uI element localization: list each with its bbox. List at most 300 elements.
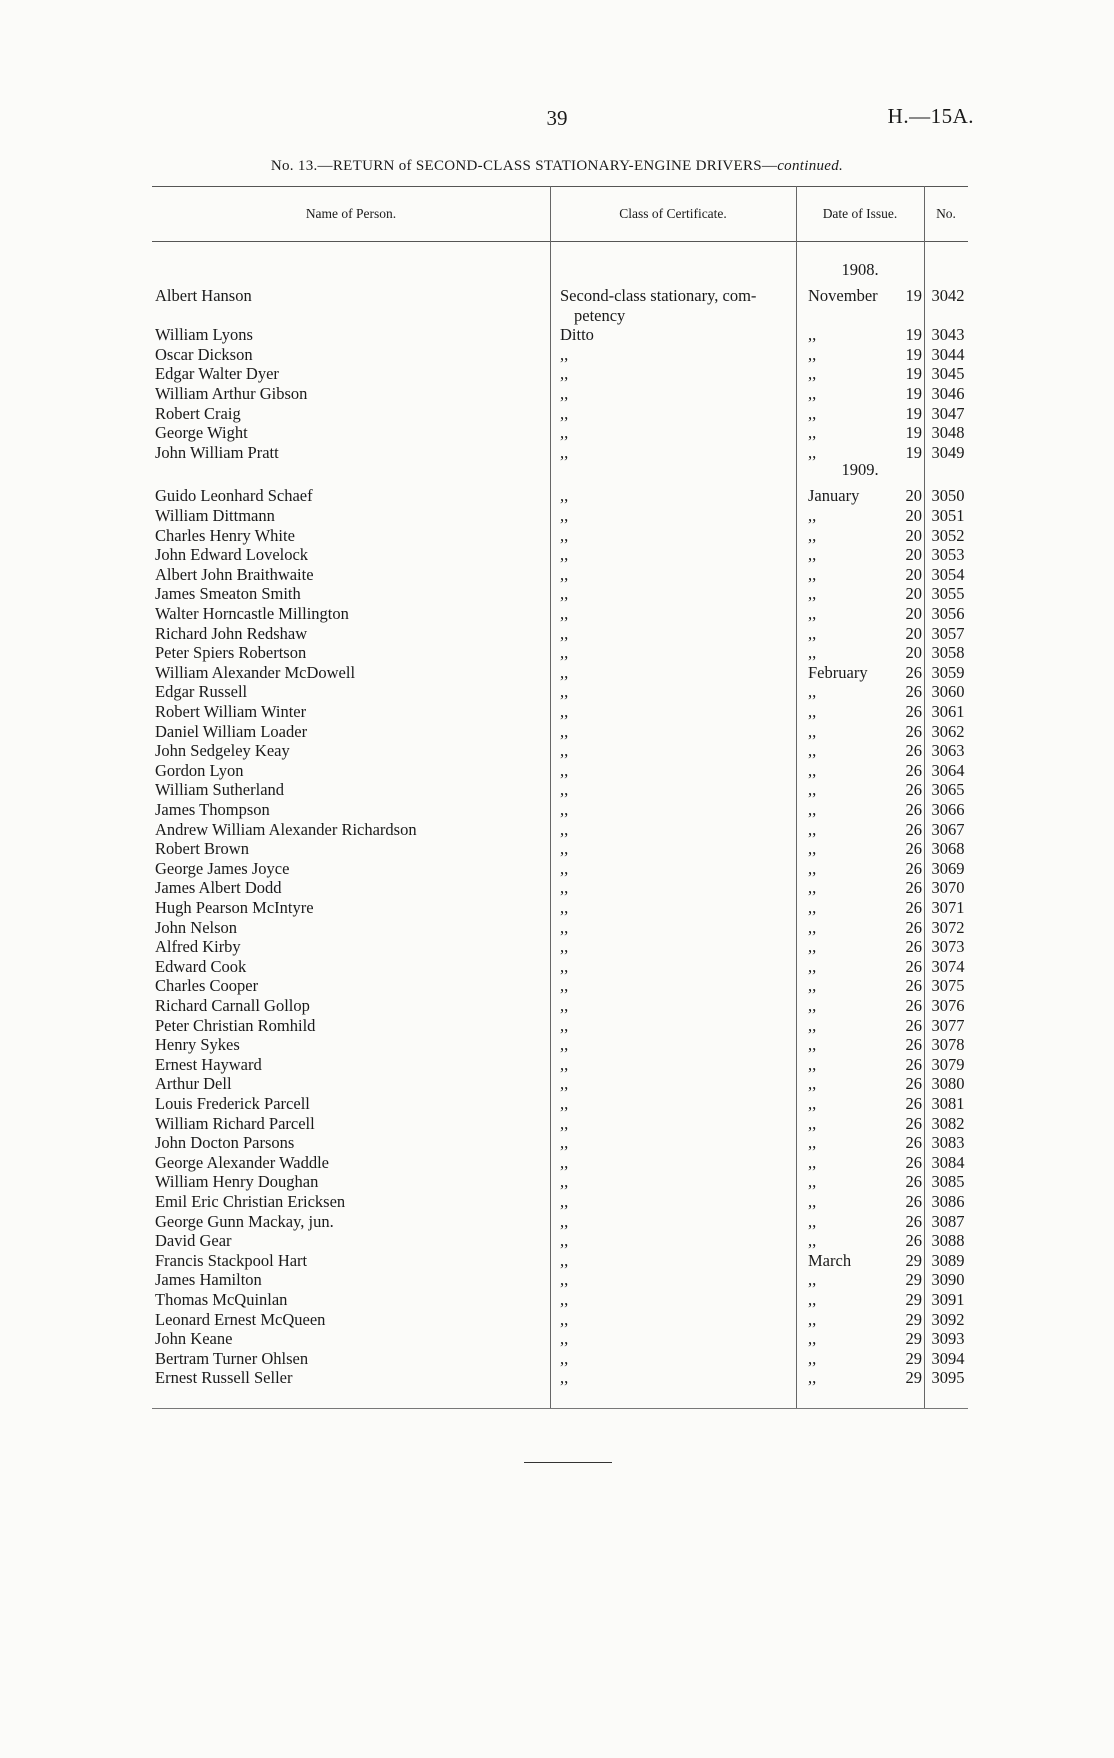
table-row	[152, 761, 968, 781]
issue-month: ,,	[808, 741, 817, 761]
certificate-number: 3087	[931, 1211, 965, 1231]
issue-month: ,,	[808, 917, 817, 937]
table-row	[152, 1074, 968, 1094]
certificate-number: 3082	[931, 1113, 965, 1133]
person-name: Arthur Dell	[155, 1074, 232, 1094]
certificate-class: ,,	[560, 364, 569, 384]
issue-month: ,,	[808, 937, 817, 957]
person-name: Albert Hanson	[155, 286, 252, 305]
certificate-number: 3066	[931, 800, 965, 819]
table-row-continuation	[152, 306, 968, 326]
table-row	[152, 1035, 968, 1055]
person-name: Edgar Russell	[155, 682, 248, 702]
certificate-class: ,,	[560, 1054, 569, 1074]
certificate-number: 3077	[931, 1015, 965, 1035]
certificate-class: ,,	[560, 741, 569, 761]
table-row	[152, 682, 968, 702]
table-row	[152, 937, 968, 957]
person-name: Oscar Dickson	[155, 344, 253, 364]
issue-day: 19	[905, 384, 922, 403]
person-name: George Alexander Waddle	[155, 1152, 329, 1172]
certificate-number: 3071	[931, 898, 965, 917]
table-row	[152, 325, 968, 345]
issue-day: 20	[905, 584, 922, 604]
table-row	[152, 1212, 968, 1232]
person-name: James Smeaton Smith	[155, 584, 301, 604]
issue-month: ,,	[808, 584, 817, 604]
issue-month: ,,	[808, 525, 817, 545]
person-name: Andrew William Alexander Richardson	[155, 819, 417, 839]
table-row	[152, 878, 968, 898]
table-row	[152, 1016, 968, 1036]
certificate-number: 3053	[931, 545, 965, 565]
person-name: Francis Stackpool Hart	[155, 1250, 308, 1270]
certificate-number: 3088	[931, 1231, 965, 1251]
table-title	[0, 158, 1114, 175]
issue-day: 26	[905, 858, 922, 878]
issue-day: 26	[905, 1113, 922, 1133]
table-row	[152, 800, 968, 820]
table-row	[152, 820, 968, 840]
header-class: Class of Certificate.	[619, 206, 727, 221]
certificate-class: ,,	[560, 1290, 569, 1309]
table-row	[152, 643, 968, 663]
certificate-number: 3048	[931, 423, 965, 443]
certificate-number: 3062	[931, 721, 965, 741]
table-row	[152, 1270, 968, 1290]
certificate-number: 3047	[931, 403, 965, 423]
table-row	[152, 702, 968, 722]
certificate-class-continued: petency	[574, 305, 626, 325]
issue-month: ,,	[808, 384, 817, 403]
table-row	[152, 663, 968, 683]
certificate-class: ,,	[560, 384, 569, 403]
person-name: Hugh Pearson McIntyre	[155, 898, 314, 917]
issue-month: ,,	[808, 800, 817, 819]
issue-day: 19	[905, 325, 922, 345]
certificate-class: ,,	[560, 584, 569, 604]
certificate-class: ,,	[560, 604, 569, 623]
certificate-number: 3073	[931, 937, 965, 957]
certificate-class: ,,	[560, 1329, 569, 1349]
certificate-class: ,,	[560, 721, 569, 741]
issue-month: ,,	[808, 682, 817, 702]
issue-month: ,,	[808, 819, 817, 839]
issue-day: 29	[905, 1270, 922, 1290]
person-name: George Wight	[155, 423, 248, 443]
certificate-number: 3081	[931, 1094, 965, 1113]
table-title-main: No. 13.—RETURN of SECOND-CLASS STATIONARY-ENGINE DRIVERS—	[270, 158, 778, 174]
certificate-number: 3051	[931, 506, 965, 525]
table-bottom-rule	[152, 1408, 968, 1409]
certificate-class: ,,	[560, 1211, 569, 1231]
table-row	[152, 1094, 968, 1114]
table-row	[152, 976, 968, 996]
table-row	[152, 364, 968, 384]
table-row	[152, 423, 968, 443]
issue-day: 26	[905, 839, 922, 859]
issue-day: 19	[905, 403, 922, 423]
certificate-class: ,,	[560, 1231, 569, 1251]
person-name: Louis Frederick Parcell	[155, 1094, 310, 1113]
column-divider	[796, 186, 797, 1408]
certificate-class: ,,	[560, 525, 569, 545]
issue-month: ,,	[808, 1270, 817, 1290]
certificate-class: ,,	[560, 800, 569, 819]
issue-day: 26	[905, 741, 922, 761]
issue-month: ,,	[808, 1348, 817, 1368]
certificate-class: ,,	[560, 1074, 569, 1094]
person-name: Ernest Russell Seller	[155, 1368, 293, 1388]
certificate-number: 3054	[931, 564, 965, 584]
certificate-class: ,,	[560, 819, 569, 839]
certificate-number: 3065	[931, 780, 965, 800]
certificate-class: ,,	[560, 1250, 569, 1270]
table-row	[152, 1329, 968, 1349]
issue-month: ,,	[808, 1133, 817, 1153]
certificate-number: 3094	[931, 1348, 965, 1368]
issue-month: ,,	[808, 1094, 817, 1113]
person-name: James Hamilton	[155, 1270, 262, 1290]
issue-month: ,,	[808, 1035, 817, 1055]
table-row	[152, 918, 968, 938]
certificate-class: ,,	[560, 662, 569, 682]
issue-day: 26	[905, 898, 922, 917]
certificate-number: 3095	[931, 1368, 965, 1388]
table-row	[152, 722, 968, 742]
person-name: John Nelson	[155, 917, 238, 937]
issue-month: ,,	[808, 442, 817, 462]
table-row	[152, 545, 968, 565]
issue-day: 29	[905, 1290, 922, 1309]
drivers-table	[152, 186, 968, 1388]
issue-month: ,,	[808, 1368, 817, 1388]
certificate-number: 3084	[931, 1152, 965, 1172]
table-row	[152, 1055, 968, 1075]
table-row	[152, 1153, 968, 1173]
issue-month: ,,	[808, 623, 817, 643]
issue-day: 26	[905, 1015, 922, 1035]
issue-day: 20	[905, 623, 922, 643]
certificate-number: 3072	[931, 917, 965, 937]
table-row	[152, 404, 968, 424]
issue-month: ,,	[808, 956, 817, 976]
issue-day: 26	[905, 878, 922, 898]
person-name: Guido Leonhard Schaef	[155, 486, 313, 506]
issue-month: ,,	[808, 1074, 817, 1094]
header-name: Name of Person.	[305, 206, 397, 221]
certificate-class: ,,	[560, 1348, 569, 1368]
header-date: Date of Issue.	[822, 206, 898, 221]
certificate-class: ,,	[560, 1152, 569, 1172]
table-row	[152, 1251, 968, 1271]
certificate-number: 3046	[931, 384, 965, 403]
certificate-class: ,,	[560, 760, 569, 780]
issue-month: November	[808, 286, 878, 305]
issue-day: 20	[905, 545, 922, 565]
person-name: Peter Christian Romhild	[155, 1015, 316, 1035]
certificate-class: ,,	[560, 1035, 569, 1055]
certificate-class: ,,	[560, 976, 569, 996]
issue-month: ,,	[808, 1015, 817, 1035]
certificate-class: ,,	[560, 917, 569, 937]
issue-month: ,,	[808, 1231, 817, 1251]
issue-day: 19	[905, 286, 922, 305]
issue-day: 29	[905, 1368, 922, 1388]
issue-day: 19	[905, 442, 922, 462]
issue-day: 26	[905, 1152, 922, 1172]
person-name: Charles Henry White	[155, 525, 295, 545]
person-name: William Richard Parcell	[155, 1113, 315, 1133]
person-name: William Henry Doughan	[155, 1172, 319, 1192]
person-name: Gordon Lyon	[155, 760, 244, 780]
person-name: Leonard Ernest McQueen	[155, 1309, 326, 1329]
person-name: James Albert Dodd	[155, 878, 282, 898]
table-row	[152, 780, 968, 800]
table-row	[152, 1368, 968, 1388]
issue-day: 26	[905, 1074, 922, 1094]
column-divider	[550, 186, 551, 1408]
certificate-class: ,,	[560, 344, 569, 364]
certificate-number: 3086	[931, 1192, 965, 1211]
person-name: Bertram Turner Ohlsen	[155, 1348, 309, 1368]
issue-month: ,,	[808, 564, 817, 584]
issue-day: 26	[905, 1094, 922, 1113]
issue-day: 20	[905, 506, 922, 525]
person-name: John Keane	[155, 1329, 233, 1349]
certificate-number: 3085	[931, 1172, 965, 1192]
certificate-number: 3049	[931, 442, 965, 462]
certificate-class: ,,	[560, 1094, 569, 1113]
certificate-number: 3068	[931, 839, 965, 859]
certificate-number: 3064	[931, 760, 965, 780]
person-name: Richard Carnall Gollop	[155, 996, 310, 1015]
table-row	[152, 604, 968, 624]
certificate-number: 3067	[931, 819, 965, 839]
table-row	[152, 584, 968, 604]
certificate-number: 3091	[931, 1290, 965, 1309]
issue-day: 20	[905, 643, 922, 663]
person-name: Alfred Kirby	[155, 937, 241, 957]
person-name: Thomas McQuinlan	[155, 1290, 288, 1309]
certificate-number: 3083	[931, 1133, 965, 1153]
person-name: Emil Eric Christian Ericksen	[155, 1192, 346, 1211]
issue-month: February	[808, 662, 868, 682]
issue-day: 26	[905, 1192, 922, 1211]
issue-day: 19	[905, 344, 922, 364]
person-name: Edgar Walter Dyer	[155, 364, 279, 384]
certificate-number: 3056	[931, 604, 965, 623]
issue-day: 26	[905, 1231, 922, 1251]
person-name: Henry Sykes	[155, 1035, 240, 1055]
table-row	[152, 345, 968, 365]
issue-month: ,,	[808, 898, 817, 917]
certificate-number: 3042	[931, 286, 965, 305]
issue-day: 26	[905, 819, 922, 839]
table-row	[152, 898, 968, 918]
person-name: John William Pratt	[155, 442, 279, 462]
person-name: Peter Spiers Robertson	[155, 643, 307, 663]
certificate-number: 3060	[931, 682, 965, 702]
person-name: William Arthur Gibson	[155, 384, 308, 403]
certificate-number: 3090	[931, 1270, 965, 1290]
issue-month: ,,	[808, 344, 817, 364]
person-name: Robert William Winter	[155, 702, 307, 721]
certificate-class: ,,	[560, 996, 569, 1015]
person-name: John Docton Parsons	[155, 1133, 295, 1153]
issue-day: 20	[905, 604, 922, 623]
person-name: Albert John Braithwaite	[155, 564, 314, 584]
certificate-class: ,,	[560, 1309, 569, 1329]
issue-month: ,,	[808, 1054, 817, 1074]
certificate-class: ,,	[560, 898, 569, 917]
table-row	[152, 384, 968, 404]
certificate-class: ,,	[560, 623, 569, 643]
certificate-number: 3075	[931, 976, 965, 996]
issue-month: ,,	[808, 839, 817, 859]
issue-month: ,,	[808, 996, 817, 1015]
table-row	[152, 1290, 968, 1310]
end-rule	[524, 1462, 612, 1463]
certificate-class: ,,	[560, 506, 569, 525]
certificate-number: 3050	[931, 486, 965, 506]
certificate-class: ,,	[560, 564, 569, 584]
person-name: John Sedgeley Keay	[155, 741, 290, 761]
issue-month: ,,	[808, 858, 817, 878]
issue-month: ,,	[808, 403, 817, 423]
person-name: Ernest Hayward	[155, 1054, 262, 1074]
document-reference: H.—15A.	[887, 104, 974, 128]
table-row	[152, 506, 968, 526]
certificate-number: 3043	[931, 325, 965, 345]
year-label: 1909.	[841, 460, 879, 480]
person-name: William Dittmann	[155, 506, 275, 525]
issue-month: ,,	[808, 1309, 817, 1329]
table-row	[152, 1133, 968, 1153]
table-row	[152, 1310, 968, 1330]
certificate-class: ,,	[560, 682, 569, 702]
table-row	[152, 624, 968, 644]
issue-month: ,,	[808, 1172, 817, 1192]
issue-month: ,,	[808, 1211, 817, 1231]
table-row	[152, 1192, 968, 1212]
person-name: William Sutherland	[155, 780, 285, 800]
certificate-number: 3070	[931, 878, 965, 898]
issue-month: ,,	[808, 702, 817, 721]
certificate-class: ,,	[560, 423, 569, 443]
table-row	[152, 859, 968, 879]
certificate-class: ,,	[560, 1270, 569, 1290]
issue-month: March	[808, 1250, 852, 1270]
issue-month: ,,	[808, 976, 817, 996]
column-divider	[924, 186, 925, 1408]
issue-day: 20	[905, 564, 922, 584]
table-row	[152, 286, 968, 306]
certificate-number: 3055	[931, 584, 965, 604]
certificate-class: ,,	[560, 858, 569, 878]
issue-day: 26	[905, 682, 922, 702]
issue-month: ,,	[808, 721, 817, 741]
issue-day: 26	[905, 1172, 922, 1192]
certificate-class: ,,	[560, 442, 569, 462]
issue-day: 26	[905, 996, 922, 1015]
certificate-class: ,,	[560, 1015, 569, 1035]
certificate-number: 3045	[931, 364, 965, 384]
header-no: No.	[936, 206, 956, 221]
person-name: Walter Horncastle Millington	[155, 604, 349, 623]
issue-day: 26	[905, 721, 922, 741]
issue-day: 26	[905, 1211, 922, 1231]
issue-day: 29	[905, 1309, 922, 1329]
issue-day: 26	[905, 780, 922, 800]
certificate-number: 3069	[931, 858, 965, 878]
table-row	[152, 741, 968, 761]
issue-day: 26	[905, 800, 922, 819]
table-row	[152, 1172, 968, 1192]
certificate-class: ,,	[560, 643, 569, 663]
certificate-class: ,,	[560, 878, 569, 898]
issue-day: 26	[905, 760, 922, 780]
certificate-number: 3074	[931, 956, 965, 976]
certificate-class: ,,	[560, 486, 569, 506]
person-name: Daniel William Loader	[155, 721, 308, 741]
person-name: George Gunn Mackay, jun.	[155, 1211, 334, 1231]
issue-day: 29	[905, 1250, 922, 1270]
certificate-class: Ditto	[560, 325, 594, 345]
issue-month: ,,	[808, 423, 817, 443]
certificate-class: ,,	[560, 545, 569, 565]
person-name: Charles Cooper	[155, 976, 259, 996]
certificate-class: ,,	[560, 1192, 569, 1211]
table-row	[152, 565, 968, 585]
issue-day: 26	[905, 702, 922, 721]
issue-day: 26	[905, 956, 922, 976]
person-name: Edward Cook	[155, 956, 247, 976]
certificate-class: ,,	[560, 403, 569, 423]
person-name: George James Joyce	[155, 858, 290, 878]
issue-day: 26	[905, 1035, 922, 1055]
certificate-class: Second-class stationary, com-	[560, 286, 757, 305]
certificate-number: 3057	[931, 623, 965, 643]
page-number: 39	[546, 106, 568, 130]
issue-month: ,,	[808, 643, 817, 663]
certificate-number: 3076	[931, 996, 965, 1015]
person-name: Robert Craig	[155, 403, 241, 423]
table-row	[152, 526, 968, 546]
issue-month: ,,	[808, 878, 817, 898]
person-name: James Thompson	[155, 800, 270, 819]
issue-day: 19	[905, 364, 922, 384]
table-row	[152, 486, 968, 506]
issue-month: ,,	[808, 604, 817, 623]
issue-month: ,,	[808, 760, 817, 780]
certificate-number: 3061	[931, 702, 965, 721]
issue-month: ,,	[808, 780, 817, 800]
table-row	[152, 957, 968, 977]
certificate-class: ,,	[560, 1113, 569, 1133]
certificate-number: 3063	[931, 741, 965, 761]
certificate-class: ,,	[560, 956, 569, 976]
certificate-number: 3044	[931, 344, 965, 364]
issue-month: ,,	[808, 1290, 817, 1309]
issue-day: 26	[905, 937, 922, 957]
certificate-number: 3080	[931, 1074, 965, 1094]
issue-month: ,,	[808, 1329, 817, 1349]
table-row	[152, 1349, 968, 1369]
certificate-number: 3058	[931, 643, 965, 663]
certificate-class: ,,	[560, 780, 569, 800]
certificate-class: ,,	[560, 1133, 569, 1153]
